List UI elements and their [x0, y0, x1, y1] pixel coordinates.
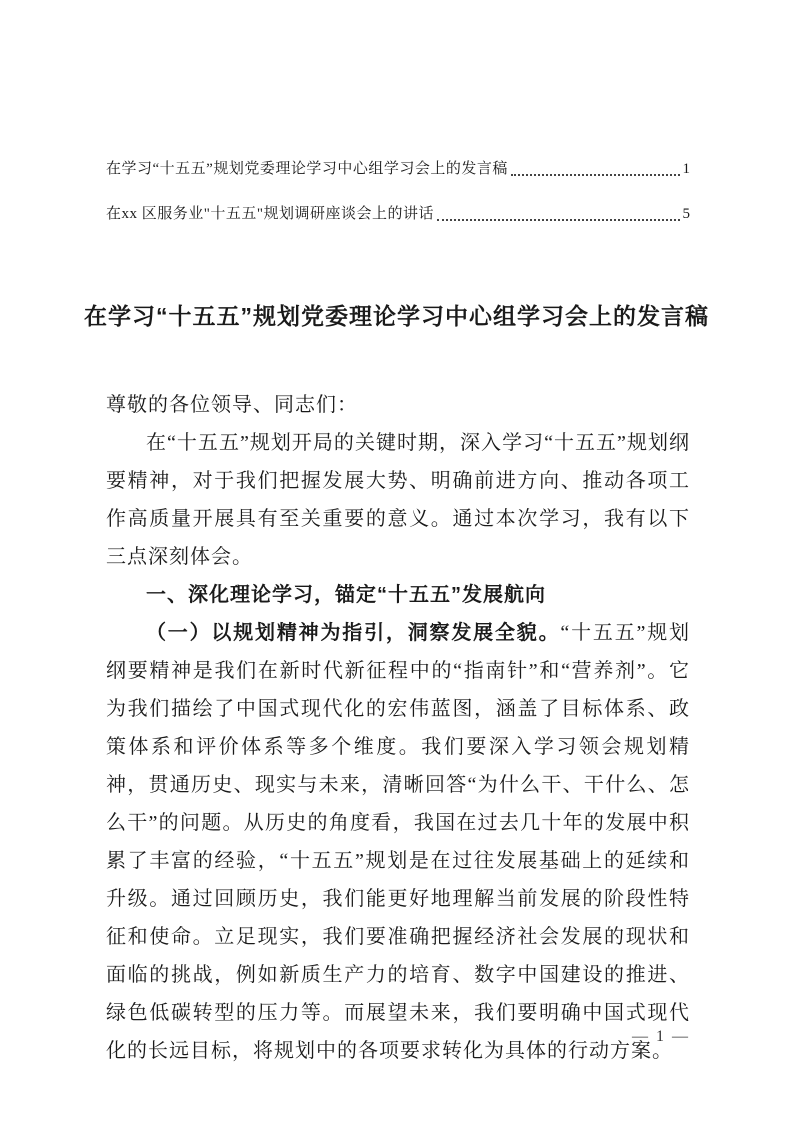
toc-entry-page-number[interactable]: 1 [682, 161, 690, 177]
document-body [106, 386, 690, 1070]
intro-paragraph: 在“十五五”规划开局的关键时期，深入学习“十五五”规划纲要精神，对于我们把握发展大势、明确前进方向、推动各项工作高质量开展具有至关重要的意义。通过本次学习，我有以下三点深刻体会。 [106, 432, 690, 568]
toc-entry-title[interactable]: 在xx 区服务业"十五五"规划调研座谈会上的讲话 [106, 206, 434, 222]
toc-entry-page-number[interactable]: 5 [682, 206, 690, 222]
salutation-line: 尊敬的各位领导、同志们： [106, 394, 358, 416]
page-number: — 1 — [632, 1028, 690, 1045]
toc-entry-1[interactable] [106, 158, 690, 180]
paragraph-1-text: “十五五”规划纲要精神是我们在新时代新征程中的“指南针”和“营养剂”。它为我们描绘了中国式现代化的宏伟蓝图，涵盖了目标体系、政策体系和评价体系等多个维度。我们要深入学习领会规划精神，贯通历史、现实与未来，清晰回答“为什么干、干什么、怎么干”的问题。从历史的角度看，我国在过去几十年的发展中积累了丰富的经验，“十五五”规划是在过往发展基础上的延续和升级。通过回顾历史，我们能更好地理解当前发展的阶段性特征和使命。立足现实，我们要准确把握经济社会发展的现状和面临的挑战，例如新质生产力的培育、数字中国建设的推进、绿色低碳转型的压力等。而展望未来，我们要明确中国式现代化的长远目标，将规划中的各项要求转化为具体的行动方案。 [106, 622, 691, 1062]
document-title: 在学习“十五五”规划党委理论学习中心组学习会上的发言稿 [84, 303, 709, 330]
table-of-contents [106, 158, 690, 248]
toc-dot-leader [511, 174, 680, 176]
paragraph-1-lead: （一）以规划精神为指引，洞察发展全貌。 [146, 622, 561, 644]
paragraph-1 [106, 614, 690, 1070]
section-heading-1: 一、深化理论学习，锚定“十五五”发展航向 [146, 584, 546, 606]
toc-entry-title[interactable]: 在学习“十五五”规划党委理论学习中心组学习会上的发言稿 [106, 161, 508, 177]
toc-dot-leader [437, 219, 680, 221]
toc-entry-2[interactable] [106, 203, 690, 225]
